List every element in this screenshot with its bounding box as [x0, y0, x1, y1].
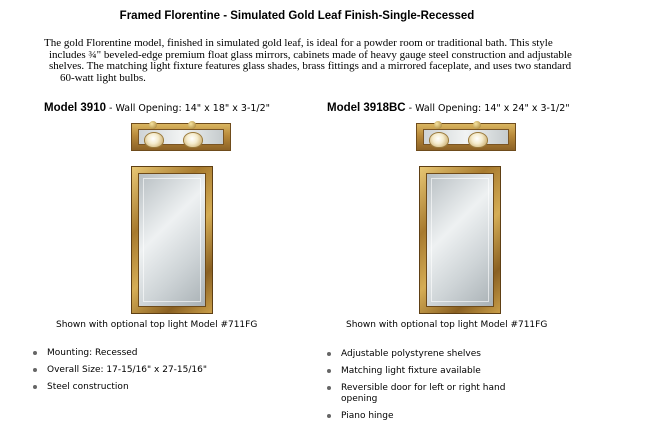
bullet-icon [33, 368, 37, 372]
glass-shade [183, 132, 203, 148]
fixture-fitting [188, 121, 196, 129]
model-3910-heading [44, 102, 314, 114]
glass-shade [144, 132, 164, 148]
fixture-fitting [434, 121, 442, 129]
light-fixture-image [416, 123, 516, 151]
feature-list [33, 348, 303, 399]
glass-shade [429, 132, 449, 148]
model-3918bc-heading [327, 102, 627, 114]
feature-list [327, 349, 537, 428]
mirror-glass [426, 173, 494, 307]
image-caption: Shown with optional top light Model #711FG [346, 320, 548, 330]
mirror-glass [138, 173, 206, 307]
list-item: Adjustable polystyrene shelves [327, 349, 537, 360]
page-title: Framed Florentine - Simulated Gold Leaf Finish-Single-Recessed [119, 10, 475, 22]
list-item: Overall Size: 17-15/16" x 27-15/16" [33, 365, 303, 376]
mirror-cabinet-image [419, 166, 501, 314]
list-item: Piano hinge [327, 411, 537, 422]
fixture-fitting [149, 121, 157, 129]
list-item: Steel construction [33, 382, 303, 393]
heading-separator: - [405, 103, 416, 114]
description-line: 60-watt light bulbs. [60, 71, 146, 84]
product-description [44, 38, 604, 84]
list-item: Mounting: Recessed [33, 348, 303, 359]
list-item: Reversible door for left or right hand opening [327, 383, 537, 405]
bullet-icon [327, 414, 331, 418]
bullet-icon [33, 351, 37, 355]
light-fixture-image [131, 123, 231, 151]
model-name: Model 3918BC [327, 102, 406, 114]
mirror-cabinet-image [131, 166, 213, 314]
model-name: Model 3910 [44, 102, 106, 114]
bullet-icon [33, 385, 37, 389]
wall-opening: Wall Opening: 14" x 24" x 3-1/2" [415, 103, 570, 114]
wall-opening: Wall Opening: 14" x 18" x 3-1/2" [115, 103, 271, 114]
glass-shade [468, 132, 488, 148]
bullet-icon [327, 386, 331, 390]
bullet-icon [327, 352, 331, 356]
heading-separator: - [106, 103, 116, 114]
fixture-fitting [473, 121, 481, 129]
description-line: shelves. The matching light fixture features glass shades, brass fittings and a mirrored faceplate, and uses two standard [49, 60, 572, 73]
bullet-icon [327, 369, 331, 373]
list-item: Matching light fixture available [327, 366, 537, 377]
mirror-bevel [431, 178, 489, 302]
description-line: includes ¾" beveled-edge premium float glass mirrors, cabinets made of heavy gauge steel construction and adjustable [49, 48, 572, 61]
mirror-bevel [143, 178, 201, 302]
description-line: The gold Florentine model, finished in simulated gold leaf, is ideal for a powder room or traditional bath. This style [44, 37, 553, 49]
image-caption: Shown with optional top light Model #711FG [56, 320, 258, 330]
